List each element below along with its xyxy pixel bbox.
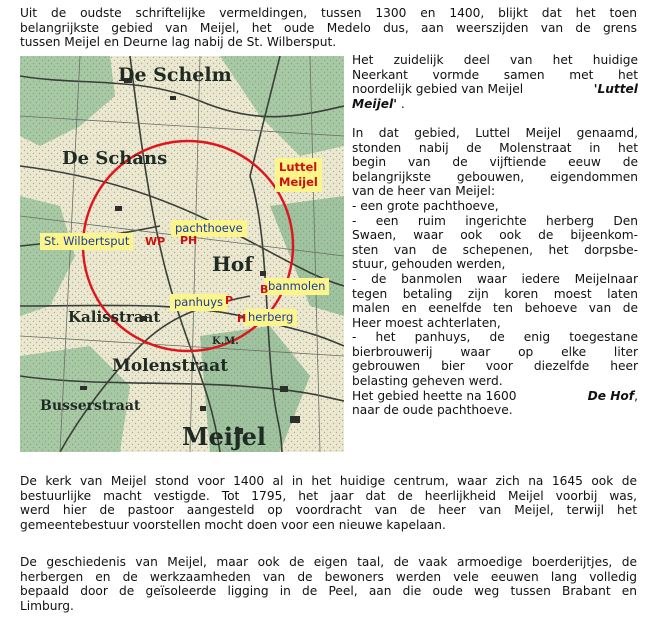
side-line: Heer moest achterlaten, xyxy=(352,315,501,330)
side-line: tegen betaling zijn koren moest laten xyxy=(352,286,638,301)
para3-line: Limburg. xyxy=(20,598,74,613)
para2-line: werd hier de pastoor aangesteld op voordracht van de heer van Meijel, terwijl het xyxy=(20,503,637,518)
intro-line: tussen Meijel en Deurne lag nabij de St. Wilbersput. xyxy=(20,35,337,50)
para2-line: De kerk van Meijel stond voor 1400 al in het huidige centrum, waar zich na 1645 ook de xyxy=(20,474,637,488)
side-line: Swaen, waar ook ook de bijeenkom- xyxy=(352,228,638,243)
label-panhuys: panhuys xyxy=(170,294,227,311)
historical-map-image xyxy=(20,56,344,452)
side-line: belasting geheven werd. xyxy=(352,374,503,389)
de-hof-emphasis: De Hof xyxy=(587,388,635,403)
label-wilbertsput: St. Wilbertsput xyxy=(40,233,133,250)
side-line: Het gebied heette na 1600 De Hof, xyxy=(352,388,638,403)
side-line: In dat gebied, Luttel Meijel genaamd, xyxy=(352,125,638,140)
luttel-meijel-emphasis-a: 'Luttel xyxy=(593,82,638,97)
label-banmolen: banmolen xyxy=(264,278,329,295)
side-line: begin van de vijftiende eeuw de xyxy=(352,155,638,170)
map-name-schelm: De Schelm xyxy=(118,64,232,86)
para3-line: herbergen en de werkzaamheden van de bewoners werden vele eeuwen lang volledig xyxy=(20,569,637,584)
map-name-busserstraat: Busserstraat xyxy=(40,398,141,414)
side-line: stonden nabij de Molenstraat in het xyxy=(352,140,638,155)
para3-line: bepaald door de geïsoleerde ligging in de Peel, aan die oude weg tussen Brabant en xyxy=(20,584,637,599)
map-name-km: K.M. xyxy=(212,336,239,347)
para2-line: bestuurlijke macht vestigde. Tot 1795, het jaar dat de heerlijkheid Meijel voorbij was, xyxy=(20,488,637,503)
para3-line: De geschiedenis van Meijel, maar ook de eigen taal, de vaak armoedige boerderijtjes, de xyxy=(20,555,637,569)
side-line: - een ruim ingerichte herberg Den xyxy=(352,213,638,228)
side-line: gebrouwen bier voor diezelfde heer xyxy=(352,359,638,374)
side-line: - de banmolen waar iedere Meijelnaar xyxy=(352,271,638,286)
map-name-meijel: Meijel xyxy=(182,422,267,451)
marker-p: P xyxy=(225,294,234,307)
side-line: Het zuidelijk deel van het huidige xyxy=(352,53,638,67)
history-paragraph xyxy=(20,555,637,613)
luttel-meijel-emphasis-b: Meijel' xyxy=(352,96,397,111)
para2-line: gemeentebestuur voorstellen mocht doen voor een nieuwe kapelaan. xyxy=(20,517,446,532)
marker-ph: PH xyxy=(180,234,198,247)
label-herberg: herberg xyxy=(244,309,297,326)
side-line: van de heer van Meijel: xyxy=(352,184,496,199)
map-name-schans: De Schans xyxy=(62,148,168,169)
side-line: malen en eenelfde ten behoeve van de xyxy=(352,301,638,316)
church-paragraph xyxy=(20,474,637,532)
side-column xyxy=(352,53,638,418)
side-line: bierbrouwerij waar op elke liter xyxy=(352,344,638,359)
side-line: sten van de schepenen, het dorpsbe- xyxy=(352,242,638,257)
marker-h: H xyxy=(237,312,247,325)
label-pachthoeve: pachthoeve xyxy=(171,220,247,237)
side-line: - het panhuys, de enig toegestane xyxy=(352,330,638,345)
marker-b: B xyxy=(260,283,269,296)
intro-line: Uit de oudste schriftelijke vermeldingen, tussen 1300 en 1400, blijkt dat het toen xyxy=(20,6,637,20)
intro-line: belangrijkste gebied van Meijel, het oude Medelo dus, aan weerszijden van de grens xyxy=(20,20,637,35)
label-luttel-meijel: Luttel Meijel xyxy=(275,158,322,192)
side-line: naar de oude pachthoeve. xyxy=(352,403,513,418)
map-name-hof: Hof xyxy=(212,252,253,276)
side-line: Neerkant vormde samen met het xyxy=(352,67,638,82)
side-line: belangrijkste gebouwen, eigendommen xyxy=(352,169,638,184)
side-line: Meijel' . xyxy=(352,96,405,111)
map-drawing xyxy=(20,56,344,452)
map-name-molenstraat: Molenstraat xyxy=(112,356,229,376)
map-name-kalisstraat: Kalisstraat xyxy=(68,308,161,326)
side-line: - een grote pachthoeve, xyxy=(352,198,499,213)
side-line: stuur, gehouden werden, xyxy=(352,257,506,272)
side-line: noordelijk gebied van Meijel 'Luttel xyxy=(352,82,638,97)
marker-wp: WP xyxy=(145,235,166,248)
intro-paragraph xyxy=(20,6,637,50)
